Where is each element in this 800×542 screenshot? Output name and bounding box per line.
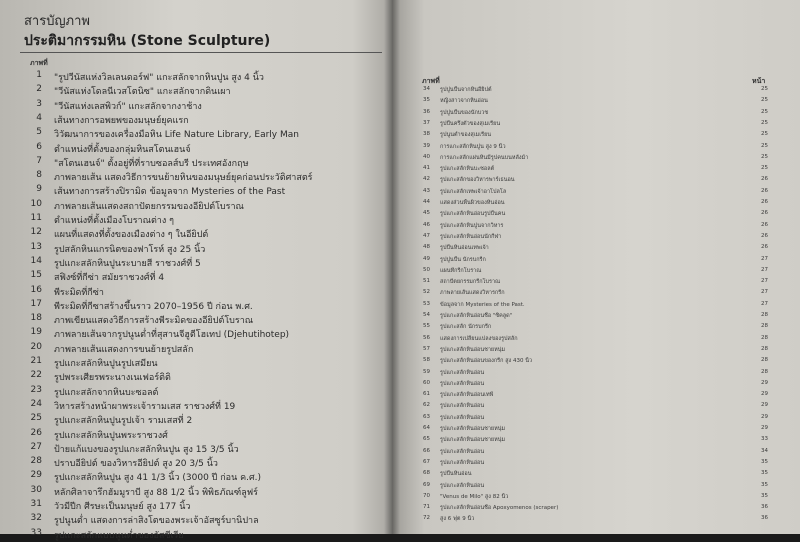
figure-caption: ภาพเขียนแสดงวิธีการสร้างพีระมิดของอียิปต์โบราณ [54, 316, 254, 327]
figure-caption: ปราบอียิปต์ ของวิหารอียิปต์ สูง 20 3/5 นิ้ว [54, 459, 218, 470]
figure-row [392, 493, 792, 502]
figure-row [0, 442, 380, 454]
figure-number: 56 [423, 334, 430, 341]
figure-caption: เส้นทางการสร้างปิรามิด ข้อมูลจาก Mysteries of the Past [54, 187, 286, 198]
figure-row [392, 470, 792, 479]
figure-caption: การแกะสลักหินปูน สูง 9 นิ้ว [440, 143, 506, 150]
figure-caption: รูปแกะสลักหินอ่อน [440, 369, 485, 376]
figure-number: 19 [30, 327, 42, 338]
figure-caption: รูปปั้นหินอ่อน [440, 471, 472, 478]
page-number: 35 [761, 492, 768, 499]
figure-row [0, 456, 380, 468]
figure-caption: รูปนูนต่ำของสุเมเรียน [440, 132, 492, 139]
figure-row [0, 370, 380, 382]
figure-row [0, 84, 380, 96]
figure-row [392, 323, 792, 332]
figure-row [392, 154, 792, 163]
figure-row [0, 399, 380, 411]
page-number: 27 [761, 266, 768, 273]
figure-row [0, 156, 380, 168]
figure-row [392, 357, 792, 366]
figure-number: 45 [423, 210, 430, 217]
page-number: 29 [761, 402, 768, 409]
figure-number: 8 [36, 170, 42, 181]
figure-number: 32 [30, 513, 42, 524]
figure-caption: รูปแกะสลัก นักรบกรีก [440, 324, 492, 331]
figure-row [0, 385, 380, 397]
figure-number: 62 [423, 402, 430, 409]
figure-caption: รูปแกะสลักหินอ่อน [440, 459, 485, 466]
figure-caption: รูปแกะสลักหินปูนระบายสี ราชวงศ์ที่ 5 [54, 258, 201, 269]
page-number: 28 [761, 368, 768, 375]
figure-number: 20 [30, 341, 42, 352]
figure-caption: รูปแกะสลักหินอ่อน [440, 403, 485, 410]
page-number: 28 [761, 345, 768, 352]
figure-number: 35 [423, 97, 430, 104]
figure-number: 10 [30, 198, 42, 209]
figure-number: 69 [423, 481, 430, 488]
figure-row [0, 242, 380, 254]
figure-caption: รูปแกะสลักหินปูน สูง 41 1/3 นิ้ว (3000 ปี ก่อน ค.ศ.) [54, 473, 262, 484]
figure-row [0, 327, 380, 339]
figure-caption: รูปแกะสลักหินอ่อน [440, 414, 485, 421]
figure-row [0, 513, 380, 525]
figure-number: 18 [30, 313, 42, 324]
figure-number: 46 [423, 221, 430, 228]
page-number: 26 [761, 176, 768, 183]
figure-caption: ภาพลายเส้นแสดงสถาปัตยกรรมของอียิปต์โบราณ [54, 201, 244, 212]
figure-number: 41 [423, 165, 430, 172]
figure-number: 40 [423, 153, 430, 160]
figure-number: 23 [30, 384, 42, 395]
figure-row [0, 113, 380, 125]
page-number: 25 [761, 97, 768, 104]
figure-number: 13 [30, 241, 42, 252]
figure-row [392, 120, 792, 129]
figure-row [392, 109, 792, 118]
header-rule [20, 52, 382, 53]
figure-number: 52 [423, 289, 430, 296]
page-number: 29 [761, 413, 768, 420]
page-number: 27 [761, 300, 768, 307]
figure-row [0, 256, 380, 268]
figure-row [392, 436, 792, 445]
figure-caption: "Venus de Milo" สูง 82 นิ้ว [440, 493, 509, 500]
figure-row [0, 299, 380, 311]
figure-caption: แผนที่กรีกโบราณ [440, 267, 482, 274]
figure-caption: การแกะสลักแผ่นหินมีรูปคนบนหลังม้า [440, 154, 529, 161]
figure-number: 11 [30, 213, 42, 223]
figure-row [392, 278, 792, 287]
figure-row [0, 499, 380, 511]
figure-row [392, 402, 792, 411]
page-number: 28 [761, 312, 768, 318]
figure-row [0, 428, 380, 440]
figure-caption: หลักศิลาจารึกฮัมมูราบี สูง 88 1/2 นิ้ว พิพิธภัณฑ์ลูฟร์ [54, 487, 258, 498]
page-number: 25 [761, 108, 768, 115]
figure-number: 48 [423, 244, 430, 251]
page-number: 35 [761, 458, 768, 465]
figure-row [392, 188, 792, 197]
figure-row [0, 213, 380, 225]
figure-caption: "วีนัสแห่งเลสพิวก์" แกะสลักจากงาช้าง [54, 101, 202, 112]
figure-caption: "รูปวีนัสแห่งวิลเลนดอร์ฟ" แกะสลักจากหินปูน สูง 4 นิ้ว [54, 73, 264, 83]
page-number: 33 [761, 436, 768, 443]
figure-caption: รูปแกะสลักหินอ่อนนักกีฬา [440, 233, 502, 240]
figure-caption: "สโตนเฮนจ์" ตั้งอยู่ที่ที่ราบซอลส์บรี ประเทศอังกฤษ [54, 158, 249, 169]
page-number: 25 [761, 142, 768, 149]
figure-row [392, 86, 792, 95]
figure-number: 42 [423, 176, 430, 183]
figure-row [392, 482, 792, 491]
page-number: 36 [761, 504, 768, 511]
figure-caption: รูปแกะสลักจากหินบะซอลต์ [54, 387, 159, 398]
figure-row [392, 459, 792, 468]
figure-number: 63 [423, 413, 430, 420]
figure-number: 71 [423, 504, 430, 511]
figure-number: 16 [30, 284, 42, 295]
figure-row [392, 131, 792, 140]
figure-number: 6 [36, 141, 42, 152]
page-number: 28 [761, 357, 768, 364]
figure-number: 50 [423, 266, 430, 273]
figure-number: 65 [423, 436, 430, 443]
figure-caption: รูปแกะสลักของวิหารพาร์เธนอน [440, 177, 515, 184]
page-number: 29 [761, 425, 768, 431]
figure-row [0, 470, 380, 482]
figure-number: 30 [30, 484, 42, 495]
page-number: 28 [761, 334, 768, 341]
figure-number: 1 [36, 70, 42, 80]
figure-row [392, 380, 792, 389]
figure-caption: เส้นทางการอพยพของมนุษย์ยุคแรก [54, 115, 189, 126]
figure-caption: พีระมิดที่กีซ่า [54, 287, 104, 298]
page-number: 26 [761, 232, 768, 239]
figure-number: 47 [423, 232, 430, 239]
figure-number: 12 [30, 227, 42, 238]
figure-caption: รูปแกะสลักหินปูนรูปเสมียน [54, 359, 158, 369]
figure-number: 38 [423, 131, 430, 138]
figure-caption: ภาพลายเส้นจากรูปนูนต่ำที่สุสานจีฮูตีโฮเทป (Djehutihotep) [54, 330, 290, 341]
figure-caption: "วีนัสแห่งโดลนีเวสโตนิซ" แกะสลักจากดินเผา [54, 87, 231, 98]
page-number: 25 [761, 153, 768, 160]
figure-row [392, 97, 792, 106]
figure-row [392, 289, 792, 298]
figure-caption: รูปนูนต่ำ แสดงการล่าสิงโตของพระเจ้าอัสซูร์บานิปาล [54, 516, 259, 527]
figure-row [0, 285, 380, 297]
figure-caption: รูปพระเศียรพระนางเนเฟอร์ติติ [54, 373, 171, 384]
figure-caption: รูปแกะสลักหินอ่อนรูปปั้นคน [440, 211, 506, 218]
figure-number: 66 [423, 447, 430, 454]
figure-row [0, 127, 380, 139]
column-header: ภาพที่ [422, 77, 440, 85]
page-number: 25 [761, 86, 768, 92]
figure-number: 27 [30, 441, 42, 452]
figure-row [0, 142, 380, 154]
figure-caption: รูปแกะสลักหินอ่อนชื่อ "ซิคลูด" [440, 313, 513, 319]
figure-row [0, 184, 380, 196]
figure-row [0, 199, 380, 211]
figure-caption: รูปแกะสลักหินอ่อน [440, 448, 485, 455]
figure-number: 68 [423, 470, 430, 477]
figure-number: 58 [423, 357, 430, 364]
figure-row [392, 256, 792, 265]
figure-caption: รูปปูนปั้นของนักบวช [440, 109, 489, 116]
figure-number: 67 [423, 458, 430, 465]
figure-caption: วิหารสร้างหน้าผาพระเจ้ารามเสส ราชวงศ์ที่ 19 [54, 401, 236, 412]
figure-number: 70 [423, 492, 430, 499]
figure-row [0, 227, 380, 239]
figure-number: 9 [36, 184, 42, 195]
figure-number: 72 [423, 515, 430, 522]
figure-number: 7 [36, 155, 42, 166]
figure-caption: ตำแหน่งที่ตั้งเมืองโบราณต่าง ๆ [54, 216, 174, 226]
column-header: ภาพที่ [30, 59, 48, 67]
right-page [392, 0, 800, 534]
figure-row [392, 425, 792, 434]
figure-number: 14 [30, 255, 42, 266]
figure-number: 2 [36, 84, 42, 95]
figure-row [0, 356, 380, 368]
figure-row [392, 414, 792, 423]
page-number: 25 [761, 165, 768, 172]
page-number: 26 [761, 221, 768, 228]
figure-number: 24 [30, 398, 42, 409]
figure-row [0, 170, 380, 182]
figure-number: 53 [423, 300, 430, 307]
figure-row [392, 515, 792, 524]
page-number: 26 [761, 210, 768, 217]
page-subtitle: ประติมากรรมหิน (Stone Sculpture) [24, 33, 271, 49]
page-number: 27 [761, 289, 768, 296]
page-number: 25 [761, 119, 768, 126]
figure-caption: หญิงสาวจากหินอ่อน [440, 98, 488, 105]
book-gutter [384, 0, 400, 534]
page-number: 29 [761, 379, 768, 386]
figure-number: 5 [36, 127, 42, 138]
figure-row [392, 504, 792, 513]
figure-row [0, 313, 380, 325]
figure-row [392, 335, 792, 344]
figure-caption: รูปปูนปั้นจากหินอียิปต์ [440, 87, 492, 93]
figure-caption: ป้ายแก้แบงของรูปแกะสลักหินปูน สูง 15 3/5 นิ้ว [54, 444, 239, 455]
figure-number: 3 [36, 98, 42, 109]
figure-caption: รูปแกะสลักแบบนูนต่ำของอัสซีเรีย [54, 530, 184, 541]
figure-number: 21 [30, 356, 42, 366]
figure-caption: รูปแกะสลักหินปูนจากวิหาร [440, 222, 504, 229]
page-number: 29 [761, 391, 768, 398]
figure-caption: รูปแกะสลักหินอ่อน [440, 482, 485, 489]
figure-caption: รูปแกะสลักหินอ่อนชายหนุ่ม [440, 437, 506, 444]
figure-number: 55 [423, 323, 430, 330]
figure-number: 17 [30, 298, 42, 309]
page-number: 34 [761, 447, 768, 454]
page-number: 35 [761, 470, 768, 477]
figure-number: 49 [423, 255, 430, 262]
figure-caption: วัวมีปีก ศีรษะเป็นมนุษย์ สูง 177 นิ้ว [54, 502, 191, 512]
figure-number: 28 [30, 456, 42, 467]
figure-caption: ตำแหน่งที่ตั้งของกลุ่มหินสโตนเฮนจ์ [54, 144, 191, 155]
figure-caption: ภาพลายเส้น แสดงวิธีการขนย้ายหินของมนุษย์ยุคก่อนประวัติศาสตร์ [54, 173, 313, 184]
figure-number: 34 [423, 86, 430, 92]
figure-number: 57 [423, 345, 430, 352]
figure-number: 4 [36, 112, 42, 123]
left-page [0, 0, 392, 541]
figure-row [392, 391, 792, 400]
figure-number: 22 [30, 370, 42, 381]
figure-row [0, 99, 380, 111]
figure-caption: รูปแกะสลักหินปูนพระราชวงศ์ [54, 430, 168, 441]
figure-row [392, 176, 792, 185]
page-number: 36 [761, 515, 768, 522]
figure-row [392, 165, 792, 174]
figure-row [392, 143, 792, 152]
figure-row [392, 199, 792, 208]
figure-caption: สถาปัตยกรรมกรีกโบราณ [440, 279, 501, 286]
figure-row [392, 312, 792, 321]
figure-row [392, 233, 792, 242]
figure-caption: ภาพลายเส้นแสดงวิหารกรีก [440, 290, 505, 297]
figure-caption: รูปแกะสลักหินอ่อนของกรีก สูง 430 นิ้ว [440, 358, 533, 365]
figure-caption: วิวัฒนาการของเครื่องมือหิน Life Nature Library, Early Man [54, 130, 299, 141]
figure-number: 39 [423, 142, 430, 149]
page-number: 26 [761, 199, 768, 205]
figure-caption: รูปแกะสลักหินอ่อน [440, 380, 485, 387]
figure-caption: พีระมิดที่กีซาสร้างขึ้นราว 2070–1956 ปี ก่อน พ.ศ. [54, 301, 253, 312]
figure-number: 51 [423, 278, 430, 285]
figure-number: 15 [30, 270, 42, 281]
figure-row [392, 369, 792, 378]
figure-caption: รูปสลักหินแกรนิตของฟาโรห์ สูง 25 นิ้ว [54, 244, 206, 255]
figure-row [392, 267, 792, 276]
figure-row [392, 210, 792, 219]
figure-caption: สูง 6 ฟุต 9 นิ้ว [440, 516, 475, 523]
figure-number: 43 [423, 187, 430, 194]
figure-caption: รูปแกะสลักหินอ่อนเทพี [440, 392, 494, 399]
figure-caption: รูปแกะสลักหินอ่อนชายหนุ่ม [440, 426, 506, 432]
figure-number: 37 [423, 119, 430, 126]
figure-caption: ข้อมูลจาก Mysteries of the Past. [440, 301, 525, 308]
figure-row [392, 346, 792, 355]
page-number: 28 [761, 323, 768, 330]
figure-row [0, 413, 380, 425]
page-number: 35 [761, 481, 768, 488]
page-title: สารบัญภาพ [24, 14, 90, 29]
figure-caption: รูปแกะสลักหินอ่อนชื่อ Apoxyomenos (scraper) [440, 505, 559, 512]
figure-row [392, 448, 792, 457]
figure-number: 26 [30, 427, 42, 438]
figure-caption: ภาพลายเส้นแสดงการขนย้ายรูปสลัก [54, 344, 194, 355]
page-column-header: หน้า [752, 77, 766, 85]
figure-caption: รูปแกะสลักเทพเจ้าอาโปลโล [440, 188, 507, 195]
figure-number: 59 [423, 368, 430, 375]
page-number: 26 [761, 244, 768, 251]
figure-number: 36 [423, 108, 430, 115]
figure-row [0, 342, 380, 354]
figure-row [0, 270, 380, 282]
figure-caption: แสดงส่วนพื้นผิวของหินอ่อน [440, 200, 505, 206]
figure-row [392, 244, 792, 253]
page-number: 26 [761, 187, 768, 194]
figure-number: 33 [30, 527, 42, 538]
figure-row [0, 70, 380, 82]
figure-caption: แผนที่แสดงที่ตั้งของเมืองต่าง ๆ ในอียิปต์ [54, 230, 209, 241]
figure-caption: สฟิงซ์ที่กีซ่า สมัยราชวงศ์ที่ 4 [54, 273, 165, 284]
figure-number: 44 [423, 199, 430, 205]
figure-caption: รูปปั้นครึ่งตัวของสุเมเรียน [440, 120, 501, 127]
figure-number: 60 [423, 379, 430, 386]
figure-caption: รูปแกะสลักหินปูนรูปเจ้า รามเสสที่ 2 [54, 416, 193, 427]
figure-caption: รูปปูนปั้น นักรบกรีก [440, 256, 486, 263]
figure-number: 29 [30, 470, 42, 481]
figure-caption: รูปปั้นหินอ่อนเทพเจ้า [440, 245, 489, 252]
figure-number: 61 [423, 391, 430, 398]
figure-caption: รูปแกะสลักหินอ่อนชายหนุ่ม [440, 346, 506, 353]
figure-caption: รูปแกะสลักหินบะซอลต์ [440, 166, 495, 173]
page-number: 25 [761, 131, 768, 138]
figure-caption: แสดงการเปลี่ยนแปลงของรูปสลัก [440, 335, 518, 342]
page-number: 27 [761, 278, 768, 285]
figure-number: 64 [423, 425, 430, 431]
figure-number: 25 [30, 413, 42, 424]
figure-number: 31 [30, 499, 42, 509]
figure-row [392, 301, 792, 310]
figure-row [392, 222, 792, 231]
figure-row [0, 485, 380, 497]
figure-number: 54 [423, 312, 430, 318]
page-number: 27 [761, 255, 768, 262]
